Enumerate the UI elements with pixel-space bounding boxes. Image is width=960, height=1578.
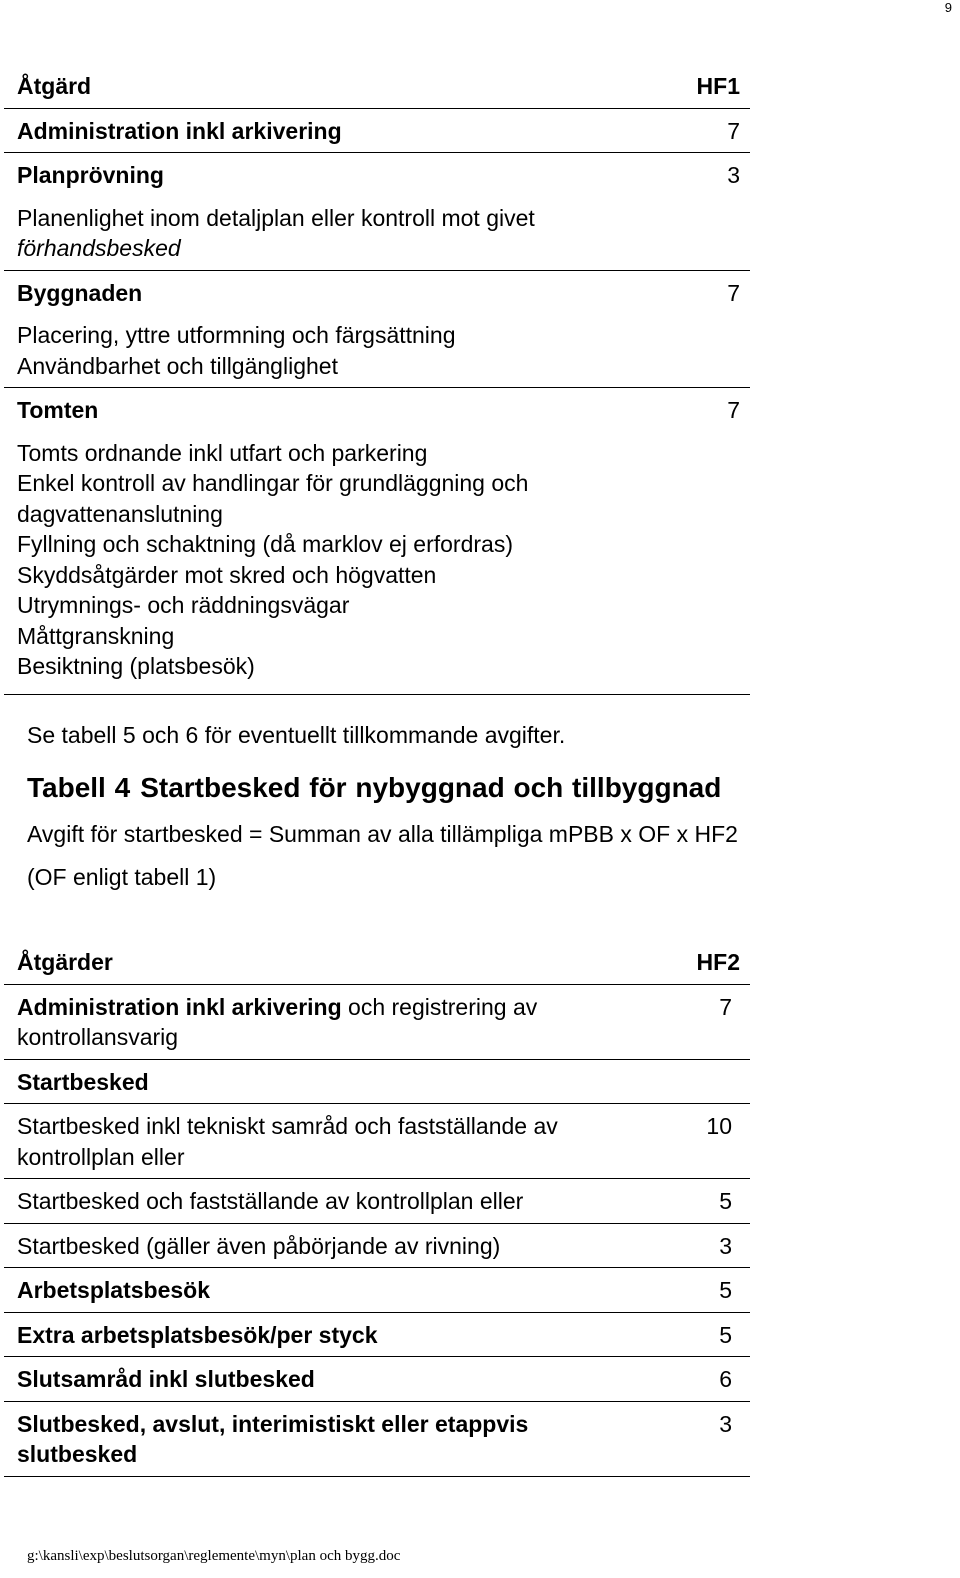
- row-value: 3: [727, 162, 740, 188]
- row-detail-line: Besiktning (platsbesök): [17, 653, 255, 679]
- row-title: Startbesked (gäller även påbörjande av rivning): [17, 1232, 501, 1259]
- table-row: [4, 1402, 750, 1477]
- fee-formula-note: (OF enligt tabell 1): [27, 864, 217, 890]
- row-title: Startbesked och fastställande av kontrollplan eller: [17, 1188, 524, 1214]
- table-row: [4, 1268, 750, 1313]
- table-row: [4, 153, 750, 271]
- row-detail-line: dagvattenanslutning: [17, 500, 223, 527]
- row-title: Startbesked: [17, 1068, 149, 1095]
- hf2-table: [4, 940, 750, 1477]
- row-detail-line: Tomts ordnande inkl utfart och parkering: [17, 439, 428, 466]
- fee-formula: Avgift för startbesked = Summan av alla tillämpliga mPBB x OF x HF2: [27, 821, 738, 847]
- row-value: 3: [719, 1232, 732, 1259]
- row-title-line2: kontrollansvarig: [17, 1024, 179, 1050]
- row-value: 7: [727, 397, 740, 423]
- table-row: [4, 1313, 750, 1358]
- footer-file-path: g:\kansli\exp\beslutsorgan\reglemente\myn\plan och bygg.doc: [27, 1548, 401, 1564]
- row-value: 7: [719, 993, 732, 1020]
- row-title: Arbetsplatsbesök: [17, 1277, 211, 1303]
- row-title: Planprövning: [17, 162, 164, 188]
- table-row: [4, 1179, 750, 1224]
- row-title-line2: kontrollplan eller: [17, 1143, 185, 1170]
- row-detail-line: Planenlighet inom detaljplan eller kontroll mot givet: [17, 204, 535, 231]
- table-header: [4, 64, 750, 109]
- row-title: [17, 992, 607, 1023]
- note-text: Se tabell 5 och 6 för eventuellt tillkommande avgifter.: [27, 722, 566, 748]
- column-header-label: Åtgärder: [17, 949, 113, 975]
- table-row: [4, 985, 750, 1060]
- row-value: 7: [727, 117, 740, 144]
- row-value: 5: [719, 1188, 732, 1214]
- row-value: 3: [719, 1410, 732, 1437]
- row-title: Slutbesked, avslut, interimistiskt eller etappvis: [17, 1410, 529, 1437]
- row-title: Byggnaden: [17, 279, 143, 306]
- row-title: Slutsamråd inkl slutbesked: [17, 1366, 315, 1392]
- row-value: 5: [719, 1277, 732, 1303]
- table-header: [4, 940, 750, 985]
- row-title: Administration inkl arkivering: [17, 117, 342, 144]
- row-title-normal: och registrering av: [341, 993, 538, 1020]
- row-detail-line: Användbarhet och tillgänglighet: [17, 352, 338, 379]
- table-row: [4, 109, 750, 154]
- table-row: [4, 388, 750, 695]
- column-header-label: Åtgärd: [17, 73, 92, 99]
- row-detail-line: Utrymnings- och räddningsvägar: [17, 592, 350, 618]
- table-title-number: Tabell 4: [27, 772, 131, 803]
- row-detail-line: Placering, yttre utformning och färgsättning: [17, 322, 456, 348]
- row-detail-line: förhandsbesked: [17, 235, 181, 261]
- column-header-value: HF2: [696, 949, 740, 975]
- row-title: Tomten: [17, 397, 99, 423]
- table-row: [4, 1104, 750, 1179]
- row-value: 5: [719, 1321, 732, 1348]
- row-detail: [17, 438, 607, 682]
- table-row: [4, 271, 750, 389]
- page-number: 9: [944, 0, 952, 15]
- row-detail-line: Måttgranskning: [17, 622, 175, 649]
- row-value: 6: [719, 1366, 732, 1392]
- row-title-bold: Administration inkl arkivering: [17, 993, 342, 1020]
- row-value: 10: [706, 1113, 732, 1139]
- row-title: Extra arbetsplatsbesök/per styck: [17, 1321, 378, 1348]
- row-value: 7: [727, 279, 740, 306]
- table-row: [4, 1060, 750, 1105]
- row-detail: [17, 320, 607, 381]
- table-title: [27, 770, 721, 806]
- table-title-text: Startbesked för nybyggnad och tillbyggnad: [140, 772, 722, 803]
- row-detail-line: Fyllning och schaktning (då marklov ej erfordras): [17, 531, 513, 557]
- row-title-line2: slutbesked: [17, 1441, 138, 1467]
- column-header-value: HF1: [696, 73, 740, 99]
- table-row: [4, 1224, 750, 1269]
- hf1-table: [4, 64, 750, 695]
- table-row: [4, 1357, 750, 1402]
- row-title: Startbesked inkl tekniskt samråd och fastställande av: [17, 1113, 558, 1139]
- row-detail-line: Skyddsåtgärder mot skred och högvatten: [17, 561, 437, 588]
- row-detail: [17, 203, 607, 264]
- row-detail-line: Enkel kontroll av handlingar för grundläggning och: [17, 470, 529, 496]
